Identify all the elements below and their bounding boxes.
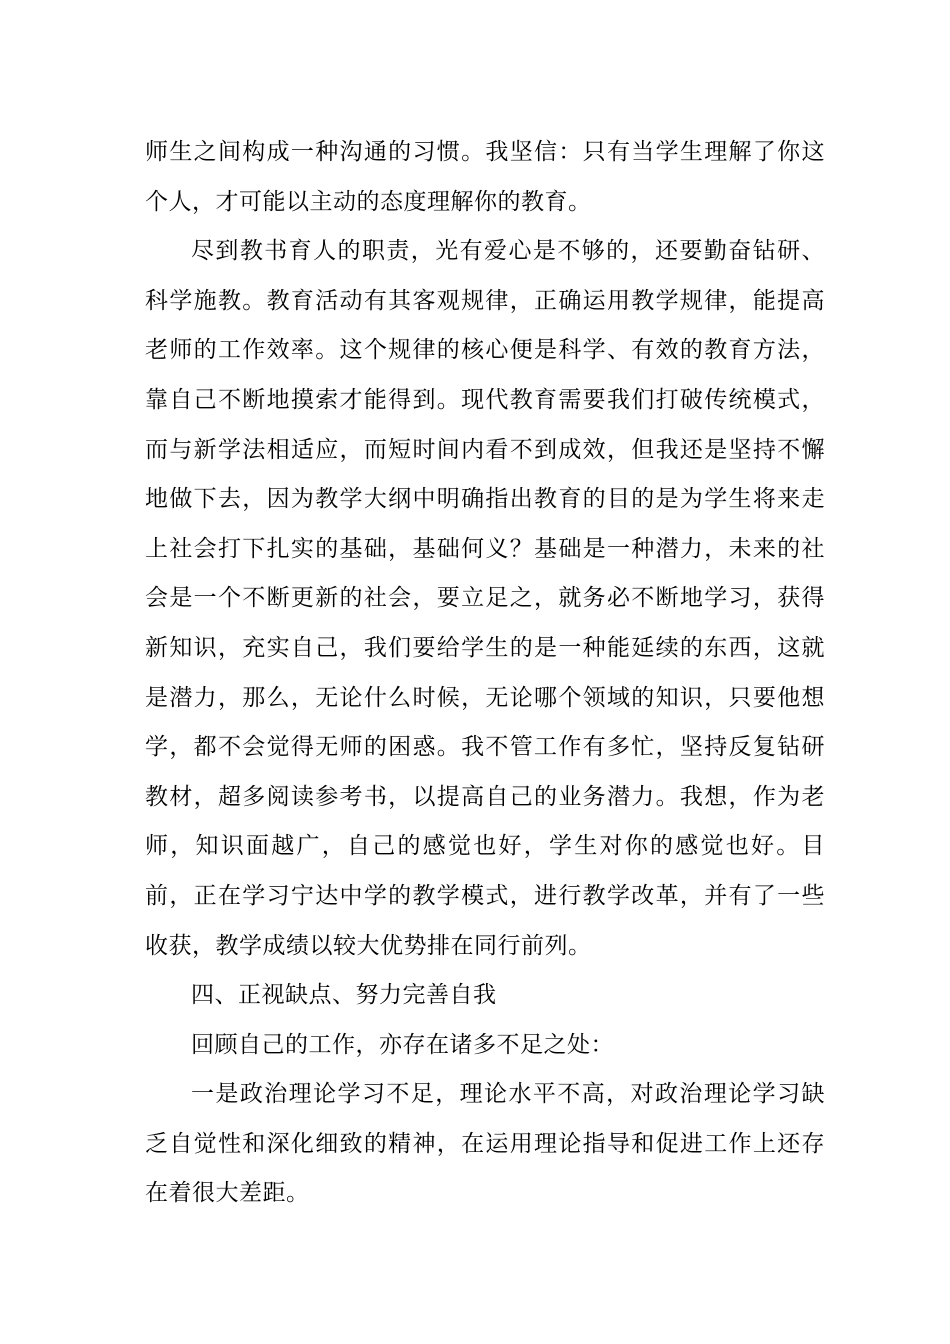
document-body (145, 128, 825, 1219)
paragraph-continuation: 师生之间构成一种沟通的习惯。我坚信：只有当学生理解了你这个人，才可能以主动的态度理解你的教育。 (145, 139, 825, 215)
section-heading-four: 四、正视缺点、努力完善自我 (191, 982, 497, 1009)
paragraph-review-intro: 回顾自己的工作，亦存在诸多不足之处： (191, 1031, 614, 1058)
paragraph-teaching-methods: 尽到教书育人的职责，光有爱心是不够的，还要勤奋钻研、科学施教。教育活动有其客观规律，正确运用教学规律，能提高老师的工作效率。这个规律的核心便是科学、有效的教育方法，靠自己不断地摸索才能得到。现代教育需要我们打破传统模式，而与新学法相适应，而短时间内看不到成效，但我还是坚持不懈地做下去，因为教学大纲中明确指出教育的目的是为学生将来走上社会打下扎实的基础，基础何义？基础是一种潜力，未来的社会是一个不断更新的社会，要立足之，就务必不断地学习，获得新知识，充实自己，我们要给学生的是一种能延续的东西，这就是潜力，那么，无论什么时候，无论哪个领域的知识，只要他想学，都不会觉得无师的困惑。我不管工作有多忙，坚持反复钻研教材，超多阅读参考书，以提高自己的业务潜力。我想，作为老师，知识面越广，自己的感觉也好，学生对你的感觉也好。目前，正在学习宁达中学的教学模式，进行教学改革，并有了一些收获，教学成绩以较大优势排在同行前列。 (145, 238, 825, 959)
paragraph-shortcoming-one: 一是政治理论学习不足，理论水平不高，对政治理论学习缺乏自觉性和深化细致的精神，在运用理论指导和促进工作上还存在着很大差距。 (145, 1081, 825, 1207)
